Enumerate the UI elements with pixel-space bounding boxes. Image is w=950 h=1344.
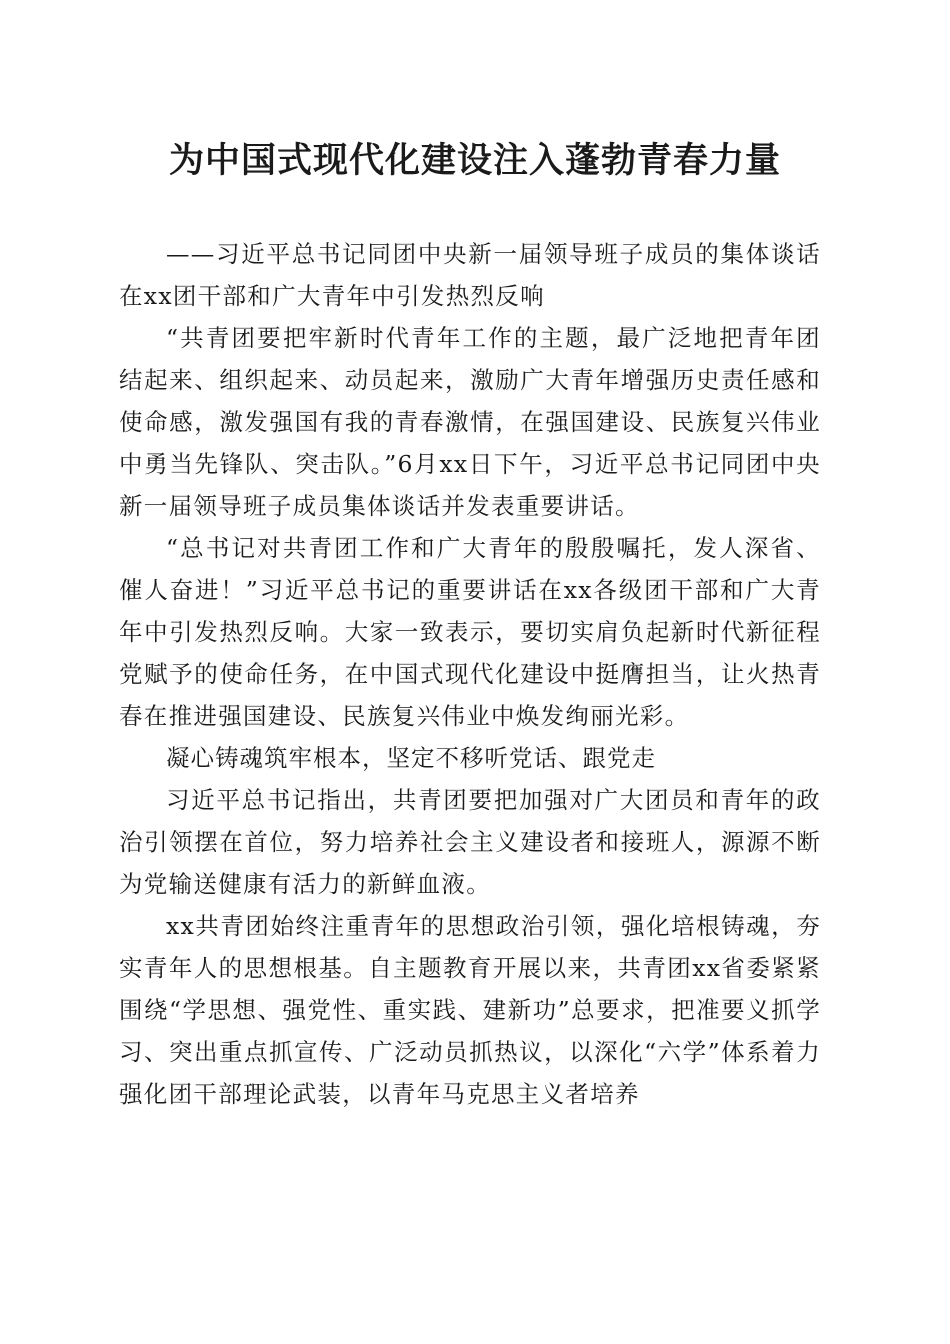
body-paragraph: “共青团要把牢新时代青年工作的主题，最广泛地把青年团结起来、组织起来、动员起来，激励广大青年增强历史责任感和使命感，激发强国有我的青春激情，在强国建设、民族复兴伟业中勇当先锋队、突击队。”6月xx日下午，习近平总书记同团中央新一届领导班子成员集体谈话并发表重要讲话。 <box>119 324 821 520</box>
document-title: 为中国式现代化建设注入蓬勃青春力量 <box>168 140 781 181</box>
document-body <box>119 233 821 1115</box>
section-heading: 凝心铸魂筑牢根本，坚定不移听党话、跟党走 <box>166 744 656 772</box>
body-paragraph: xx共青团始终注重青年的思想政治引领，强化培根铸魂，夯实青年人的思想根基。自主题教育开展以来，共青团xx省委紧紧围绕“学思想、强党性、重实践、建新功”总要求，把准要义抓学习、突出重点抓宣传、广泛动员抓热议，以深化“六学”体系着力强化团干部理论武装，以青年马克思主义者培养 <box>119 912 821 1108</box>
subtitle-paragraph: ——习近平总书记同团中央新一届领导班子成员的集体谈话在xx团干部和广大青年中引发热烈反响 <box>119 240 821 310</box>
body-paragraph: 习近平总书记指出，共青团要把加强对广大团员和青年的政治引领摆在首位，努力培养社会主义建设者和接班人，源源不断为党输送健康有活力的新鲜血液。 <box>119 786 821 898</box>
body-paragraph: “总书记对共青团工作和广大青年的殷殷嘱托，发人深省、催人奋进！”习近平总书记的重要讲话在xx各级团干部和广大青年中引发热烈反响。大家一致表示，要切实肩负起新时代新征程党赋予的使命任务，在中国式现代化建设中挺膺担当，让火热青春在推进强国建设、民族复兴伟业中焕发绚丽光彩。 <box>119 534 821 730</box>
